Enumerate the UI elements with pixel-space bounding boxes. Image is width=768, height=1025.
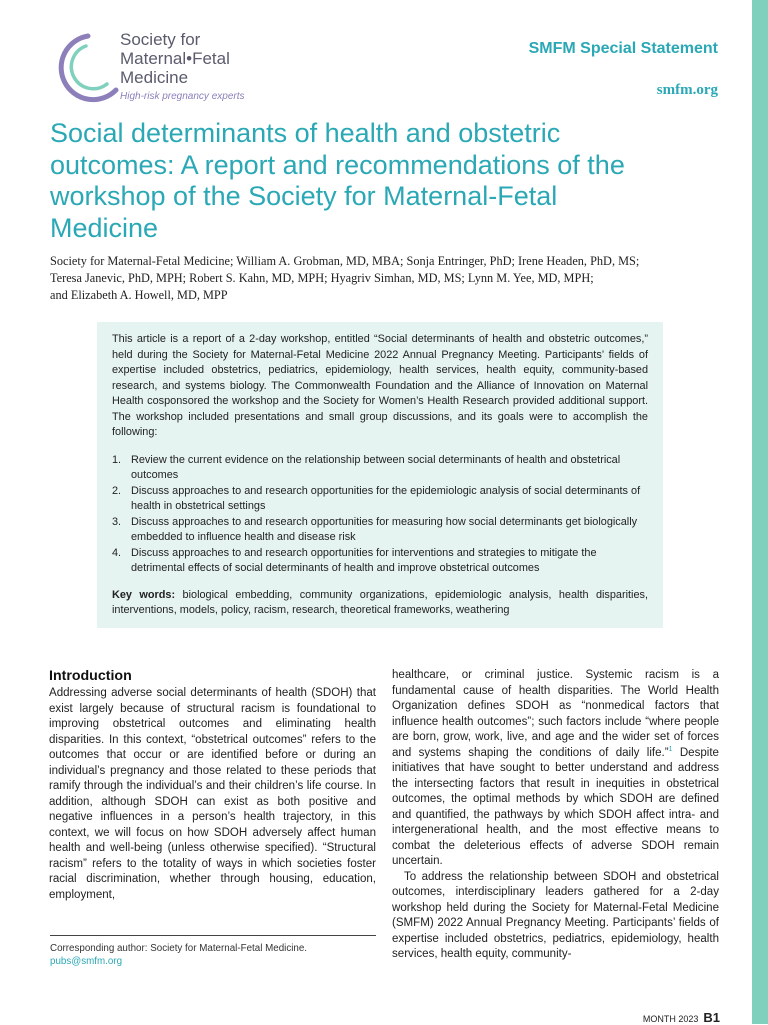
goal-number: 4.: [112, 546, 122, 559]
logo-line-1: Society for: [120, 30, 201, 49]
section-heading-introduction: Introduction: [49, 668, 132, 684]
smfm-logo[interactable]: [50, 28, 290, 108]
goal-number: 1.: [112, 453, 122, 466]
author-list: [50, 253, 720, 304]
goal-item: [112, 515, 648, 546]
article-title: Social determinants of health and obstetric outcomes: A report and recommendations of the workshop of the Society for Maternal-Fetal Medicine: [50, 118, 625, 243]
goal-text: Discuss approaches to and research opportunities for interventions and strategies to mitigate the detrimental effects of social determinants of health and improve obstetrical outcomes: [131, 546, 597, 574]
email-link[interactable]: pubs@smfm.org: [50, 956, 123, 967]
goal-number: 2.: [112, 484, 122, 497]
author-line: Society for Maternal-Fetal Medicine; William A. Grobman, MD, MBA; Sonja Entringer, PhD; Irene Headen, PhD, MS;: [50, 254, 640, 268]
page-number: B1: [703, 1010, 720, 1025]
body-text: healthcare, or criminal justice. Systemic racism is a fundamental cause of health disparities. The World Health Organization defines SDOH as “nonmedical factors that influence health outcomes”; such factors include “where people are born, grow, work, live, and age and the wider set of forces and systems shaping the conditions of daily life.”: [392, 669, 719, 759]
logo-crescent-icon: [50, 28, 120, 108]
goal-number: 3.: [112, 515, 122, 528]
footnote-label: Corresponding author: Society for Maternal-Fetal Medicine.: [50, 943, 308, 954]
body-text: Despite initiatives that have sought to better understand and address the intersecting factors that result in inequities in obstetrical outcomes, the optimal methods by which SDOH are defined and quantified, the pathways by which SDOH affect intra- and intergenerational health, and the most effective means to combat the deleterious effects of adverse SDOH remain uncertain.: [392, 746, 719, 867]
goal-item: [112, 546, 648, 577]
page-edge-color-bar: [752, 0, 768, 1024]
keywords-label: Key words:: [112, 588, 176, 601]
goal-item: [112, 484, 648, 515]
body-column-left: [49, 668, 376, 903]
goal-text: Discuss approaches to and research opportunities for measuring how social determinants get biologically embedded to influence health and disease risk: [131, 515, 638, 543]
goal-item: [112, 453, 648, 484]
corresponding-author-footnote: [50, 942, 376, 968]
body-paragraph: Addressing adverse social determinants of health (SDOH) that exist largely because of structural racism is foundational to improving obstetrical outcomes and eliminating health disparities. In this context, “obstetrical outcomes” refers to the outcomes that occur or are identified before or during an individual’s pregnancy and those related to these periods that ramify through the individual’s and their children’s life course. In addition, although SDOH can exist as both positive and negative influences in a person’s health trajectory, in this context, we will focus on how SDOH adversely affect human health and well-being (unless otherwise specified). “Structural racism” refers to the totality of ways in which societies foster racial discrimination, whether through housing, education, employment,: [49, 687, 376, 901]
page-footer: [643, 1010, 720, 1025]
goal-text: Review the current evidence on the relationship between social determinants of health and obstetrical outcomes: [131, 453, 621, 481]
abstract-intro: This article is a report of a 2-day workshop, entitled “Social determinants of health and obstetric outcomes,” held during the Society for Maternal-Fetal Medicine 2022 Annual Pregnancy Meeting. Participants’ fields of expertise included obstetrics, pediatrics, epidemiology, health services, health equity, community-based research, and systems biology. The Commonwealth Foundation and the Alliance of Innovation on Maternal Health cosponsored the workshop and the Society for Women’s Health Research provided additional support. The workshop included presentations and small group discussions, and its goals were to accomplish the following:: [112, 333, 648, 438]
issue-date: MONTH 2023: [642, 1014, 699, 1024]
logo-wordmark: [120, 30, 230, 87]
logo-line-3: Medicine: [120, 68, 189, 87]
body-paragraph: [392, 668, 719, 870]
author-line: and Elizabeth A. Howell, MD, MPP: [50, 288, 228, 302]
statement-type-label: SMFM Special Statement: [528, 40, 718, 57]
reference-link[interactable]: 1: [668, 745, 673, 753]
keywords-text: biological embedding, community organizations, epidemiologic analysis, health disparities, interventions, models, policy, racism, research, theoretical frameworks, weathering: [112, 588, 649, 616]
site-link[interactable]: smfm.org: [656, 82, 718, 98]
abstract-box: [97, 322, 663, 628]
author-line: Teresa Janevic, PhD, MPH; Robert S. Kahn, MD, MPH; Hyagriv Simhan, MD, MS; Lynn M. Yee, MD, MPH;: [50, 271, 594, 285]
goals-list: [112, 453, 648, 577]
goal-text: Discuss approaches to and research opportunities for the epidemiologic analysis of social determinants of health in obstetrical settings: [131, 484, 641, 512]
logo-tagline: High-risk pregnancy experts: [120, 91, 245, 102]
body-paragraph: To address the relationship between SDOH and obstetrical outcomes, interdisciplinary leaders gathered for a 2-day workshop held during the Society for Maternal-Fetal Medicine (SMFM) 2022 Annual Pregnancy Meeting. Participants’ fields of expertise included obstetrics, pediatrics, epidemiology, health services, health equity, community-: [392, 870, 719, 960]
body-column-right: [392, 668, 719, 963]
keywords: [112, 588, 648, 619]
logo-line-2: Maternal•Fetal: [120, 49, 230, 68]
footnote-divider: [50, 935, 376, 936]
